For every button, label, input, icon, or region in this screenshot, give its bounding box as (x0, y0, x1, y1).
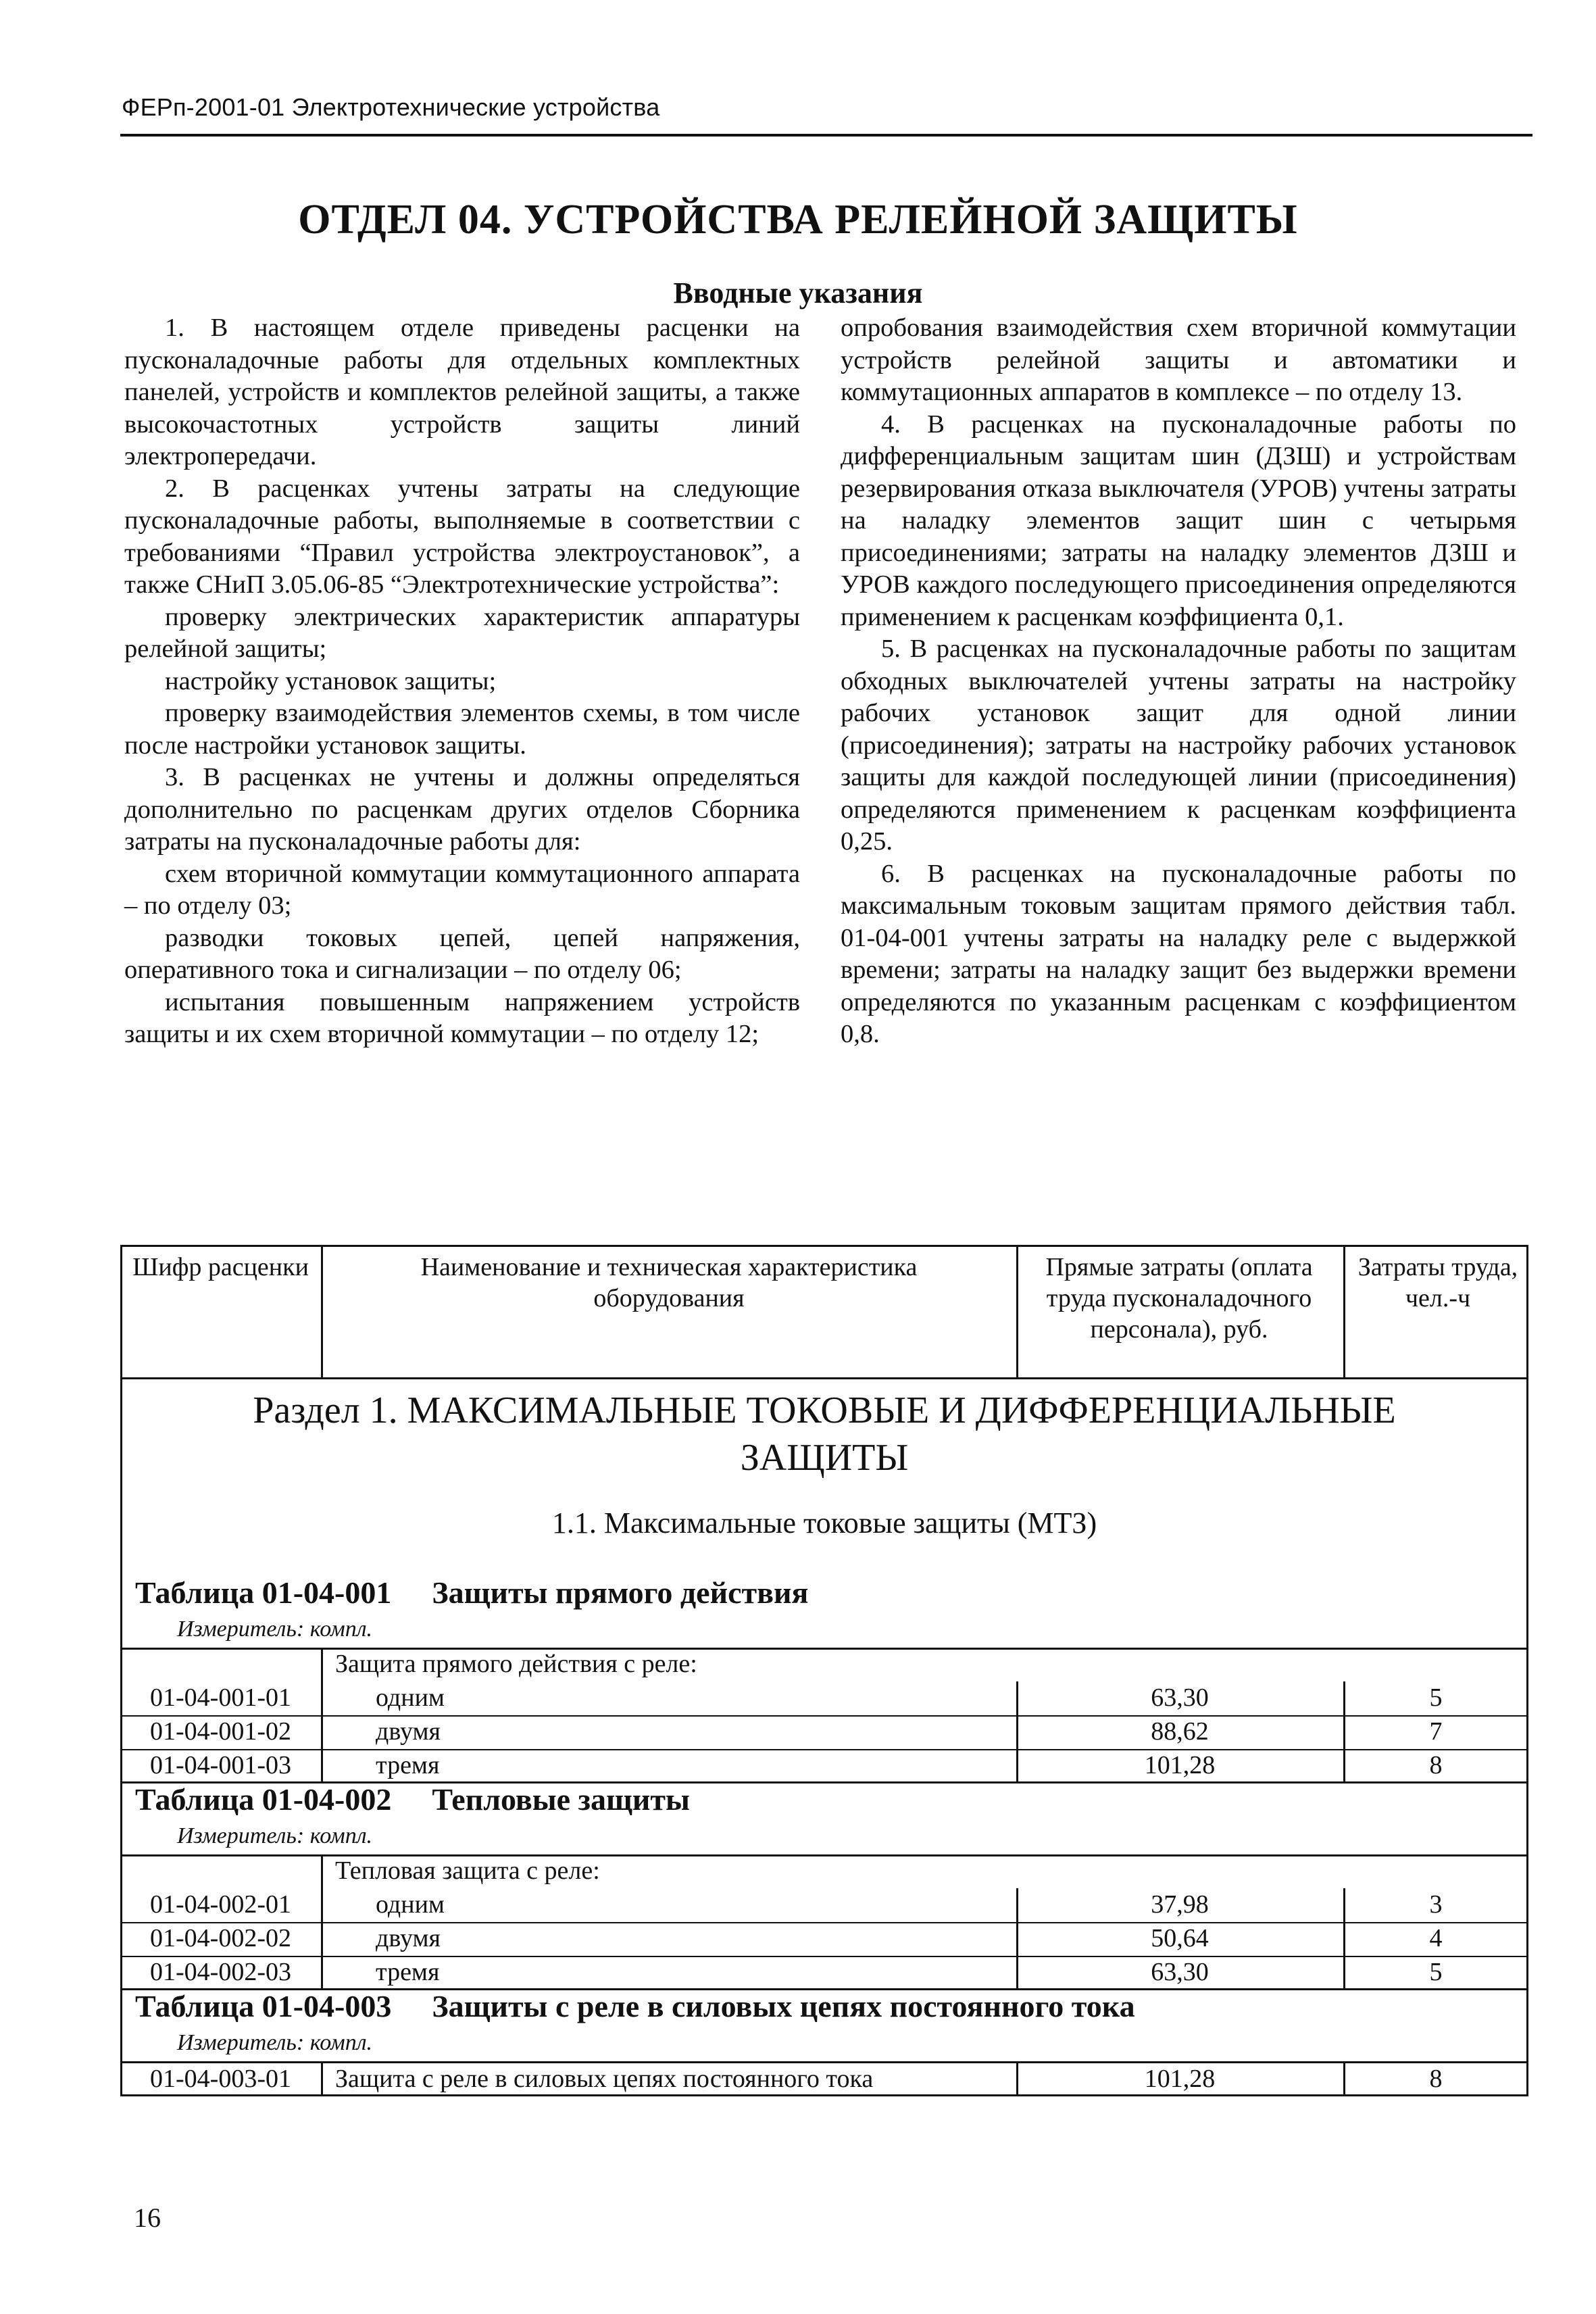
header-labor: Затраты труда, чел.-ч (1357, 1253, 1518, 1312)
row-rule (120, 1854, 1528, 1856)
intro-right-column (841, 312, 1516, 1051)
intro-paragraph: 3. В расценках не учтены и должны определяться дополнительно по расценкам других отделов Сборника затраты на пусконаладочные работы для: (124, 763, 800, 856)
table-name: Защиты с реле в силовых цепях постоянного тока (432, 1989, 1135, 2023)
intro-paragraph: проверку взаимодействия элементов схемы, в том числе после настройки установок защиты. (124, 699, 800, 760)
row-labor: 5 (1429, 1958, 1443, 1986)
intro-paragraph: разводки токовых цепей, цепей напряжения, оперативного тока и сигнализации – по отделу 06; (124, 923, 800, 984)
row-cost: 37,98 (1151, 1890, 1209, 1919)
row-cost: 88,62 (1151, 1717, 1209, 1746)
page-number: 16 (134, 2202, 161, 2233)
intro-title: Вводные указания (673, 276, 923, 310)
row-code: 01-04-002-01 (150, 1890, 291, 1919)
row-code: 01-04-002-02 (150, 1924, 291, 1952)
header-rule (120, 134, 1532, 137)
row-labor: 8 (1429, 2065, 1443, 2093)
intro-paragraph: проверку электрических характеристик аппаратуры релейной защиты; (124, 602, 800, 663)
row-code: 01-04-001-02 (150, 1717, 291, 1746)
row-code: 01-04-003-01 (150, 2065, 291, 2093)
row-cost: 63,30 (1151, 1683, 1209, 1712)
row-labor: 7 (1429, 1717, 1443, 1746)
intro-paragraph: 5. В расценках на пусконаладочные работы по защитам обходных выключателей учтены затраты на настройку рабочих установок защит для одной линии (присоединения); затраты на настройку рабочих установок защиты для каждой последующей линии (присоединения) определяются применением к расценкам коэффициента 0,25. (841, 635, 1516, 856)
col-divider (1343, 1245, 1345, 1379)
measure (177, 2030, 372, 2056)
row-name: одним (376, 1890, 445, 1919)
running-header: ФЕРп-2001-01 Электротехнические устройства (122, 93, 660, 121)
header-direct-costs: Прямые затраты (оплата труда пусконаладочного персонала), руб. (1045, 1253, 1313, 1344)
header-name: Наименование и техническая характеристика оборудования (420, 1253, 918, 1312)
measure-label: Измеритель: (177, 1617, 305, 1642)
table-code: Таблица 01-04-003 (135, 1989, 392, 2023)
row-name: двумя (376, 1924, 441, 1952)
intro-paragraph: 4. В расценках на пусконаладочные работы по дифференциальным защитам шин (ДЗШ) и устройствам резервирования отказа выключателя (УРОВ) учтены затраты на наладку элементов защит шин с четырьмя присоединениями; затраты на наладку элементов ДЗШ и УРОВ каждого последующего присоединения определяются применением к расценкам коэффициента 0,1. (841, 410, 1516, 631)
intro-paragraph: опробования взаимодействия схем вторичной коммутации устройств релейной защиты и автоматики и коммутационных аппаратов в комплексе – по отделу 13. (841, 314, 1516, 406)
col-divider (1016, 1245, 1018, 1379)
row-name: двумя (376, 1717, 441, 1746)
group-label: Тепловая защита с реле: (335, 1856, 600, 1885)
row-code: 01-04-002-03 (150, 1958, 291, 1986)
col-divider (321, 1245, 323, 1379)
table-name: Тепловые защиты (432, 1782, 690, 1817)
header-rule-bottom (120, 1377, 1528, 1379)
row-name: Защита с реле в силовых цепях постоянного тока (335, 2065, 874, 2093)
intro-paragraph: схем вторичной коммутации коммутационного аппарата – по отделу 03; (124, 859, 800, 920)
subsection-title: 1.1. Максимальные токовые защиты (МТЗ) (551, 1506, 1097, 1540)
row-code: 01-04-001-01 (150, 1683, 291, 1712)
row-labor: 3 (1429, 1890, 1443, 1919)
intro-paragraph: 1. В настоящем отделе приведены расценки на пусконаладочные работы для отдельных комплектных панелей, устройств и комплектов релейной защиты, а также высокочастотных устройств защиты линий электропередачи. (124, 314, 800, 470)
row-code: 01-04-001-03 (150, 1751, 291, 1779)
measure (177, 1617, 372, 1642)
row-cost: 63,30 (1151, 1958, 1209, 1986)
row-cost: 101,28 (1144, 1751, 1216, 1779)
table-heading (135, 1988, 1135, 2024)
measure-unit: компл. (309, 1617, 373, 1642)
row-name: тремя (376, 1958, 440, 1986)
group-label: Защита прямого действия с реле: (335, 1650, 697, 1678)
row-cost: 50,64 (1151, 1924, 1209, 1952)
table-heading (135, 1781, 690, 1817)
table-heading (135, 1575, 808, 1610)
row-labor: 4 (1429, 1924, 1443, 1952)
row-name: тремя (376, 1751, 440, 1779)
intro-paragraph: 6. В расценках на пусконаладочные работы по максимальным токовым защитам прямого действия табл. 01-04-001 учтены затраты на наладку реле с выдержкой времени; затраты на наладку защит без выдержки времени определяются по указанным расценкам с коэффициентом 0,8. (841, 859, 1516, 1048)
measure-label: Измеритель: (177, 1823, 305, 1848)
row-rule (120, 1648, 1528, 1650)
measure (177, 1823, 372, 1849)
row-rule (120, 2061, 1528, 2063)
intro-left-column (124, 312, 800, 1051)
header-code: Шифр расценки (132, 1253, 309, 1281)
intro-paragraph: настройку установок защиты; (165, 666, 497, 695)
row-labor: 8 (1429, 1751, 1443, 1779)
measure-unit: компл. (309, 1823, 373, 1848)
table-code: Таблица 01-04-001 (135, 1575, 392, 1610)
row-name: одним (376, 1683, 445, 1712)
section-title: ОТДЕЛ 04. УСТРОЙСТВА РЕЛЕЙНОЙ ЗАЩИТЫ (298, 197, 1298, 243)
table-name: Защиты прямого действия (432, 1575, 809, 1610)
row-labor: 5 (1429, 1683, 1443, 1712)
part-title: Раздел 1. МАКСИМАЛЬНЫЕ ТОКОВЫЕ И ДИФФЕРЕНЦИАЛЬНЫЕ ЗАЩИТЫ (253, 1389, 1396, 1479)
intro-paragraph: испытания повышенным напряжением устройств защиты и их схем вторичной коммутации – по отделу 12; (124, 987, 800, 1048)
col-divider (321, 2061, 323, 2096)
table-code: Таблица 01-04-002 (135, 1782, 392, 1817)
measure-unit: компл. (309, 2030, 373, 2055)
row-cost: 101,28 (1144, 2065, 1216, 2093)
intro-paragraph: 2. В расценках учтены затраты на следующие пусконаладочные работы, выполняемые в соответствии с требованиями “Правил устройства электроустановок”, а также СНиП 3.05.06-85 “Электротехнические устройства”: (124, 474, 800, 599)
measure-label: Измеритель: (177, 2030, 305, 2055)
